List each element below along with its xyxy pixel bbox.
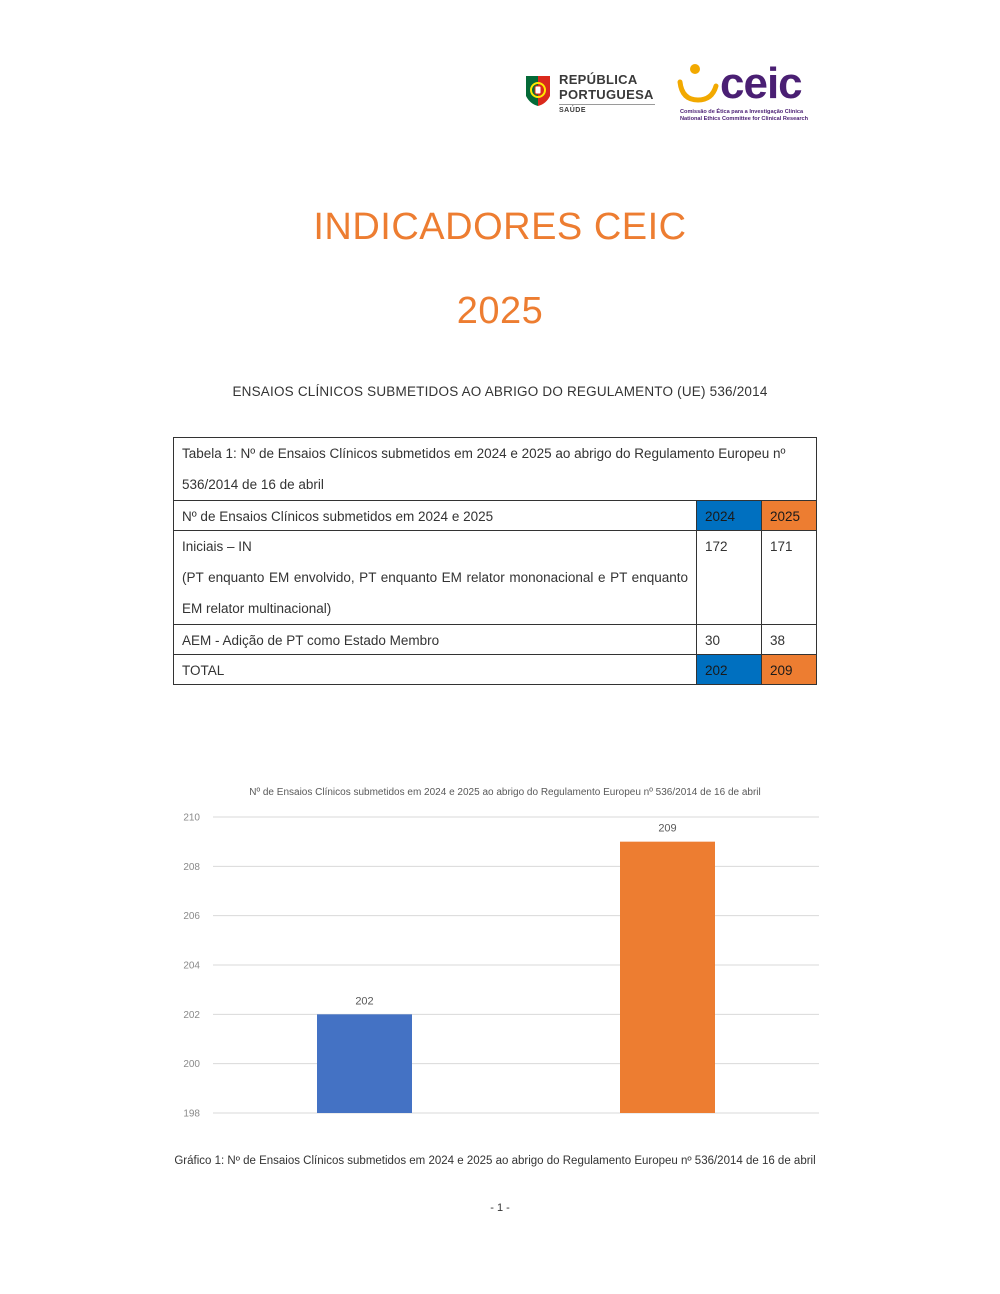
- chart-y-ticks: [183, 813, 200, 1120]
- chart-gridlines: [213, 817, 819, 1113]
- row-iniciais-label: Iniciais – IN: [182, 539, 252, 554]
- total-2025: 209: [762, 655, 817, 685]
- republica-portuguesa-logo: [524, 70, 659, 120]
- y-tick-label: 202: [183, 1009, 200, 1021]
- section-heading: ENSAIOS CLÍNICOS SUBMETIDOS AO ABRIGO DO REGULAMENTO (UE) 536/2014: [232, 384, 768, 399]
- y-tick-label: 208: [183, 861, 200, 873]
- data-label-2025: 209: [658, 822, 677, 835]
- table-caption-row: [174, 438, 817, 501]
- y-tick-label: 200: [183, 1059, 200, 1071]
- ceic-logo: [676, 59, 824, 128]
- ceic-wordmark: ceic: [720, 59, 802, 108]
- row-aem-2025: 38: [762, 625, 817, 655]
- republica-sub: SAÚDE: [559, 107, 587, 114]
- y-tick-label: 198: [183, 1108, 200, 1120]
- total-label: TOTAL: [174, 655, 697, 685]
- row-aem-label: AEM - Adição de PT como Estado Membro: [174, 625, 697, 655]
- table-total-row: [174, 655, 817, 685]
- page-title: INDICADORES CEIC: [313, 206, 687, 248]
- row-iniciais-note: (PT enquanto EM envolvido, PT enquanto EM relator mononacional e PT enquanto EM relator multinacional): [182, 570, 688, 616]
- ceic-subtitle-pt: Comissão de Ética para a Investigação Clínica: [680, 109, 804, 115]
- table-header-row: [174, 501, 817, 531]
- table-row: [174, 531, 817, 625]
- page-year: 2025: [456, 290, 544, 332]
- total-2024: 202: [697, 655, 762, 685]
- page-number: - 1 -: [490, 1202, 510, 1214]
- y-tick-label: 206: [183, 911, 200, 923]
- ceic-subtitle-en: National Ethics Committee for Clinical Research: [680, 116, 809, 122]
- bar-2024: [317, 1014, 412, 1113]
- data-label-2024: 202: [355, 995, 374, 1008]
- republica-divider: [559, 104, 655, 105]
- figure-caption: Gráfico 1: Nº de Ensaios Clínicos submetidos em 2024 e 2025 ao abrigo do Regulamento Europeu nº 536/2014 de 16 de abril: [174, 1155, 816, 1167]
- republica-line1: REPÚBLICA: [559, 72, 638, 87]
- bar-chart: [173, 780, 823, 1130]
- row-iniciais-2024: 172: [697, 531, 762, 625]
- table-row: [174, 625, 817, 655]
- ceic-figure-icon: [676, 62, 720, 106]
- chart-title: Nº de Ensaios Clínicos submetidos em 2024 e 2025 ao abrigo do Regulamento Europeu nº 536/2014 de 16 de abril: [249, 787, 761, 798]
- chart-bars: [317, 842, 715, 1113]
- portugal-emblem-icon: [524, 74, 552, 108]
- republica-line2: PORTUGUESA: [559, 87, 654, 102]
- table-row-label: [174, 531, 697, 625]
- bar-2025: [620, 842, 715, 1113]
- chart-svg: [173, 780, 823, 1130]
- table-header-2024: 2024: [697, 501, 762, 531]
- y-tick-label: 204: [183, 960, 200, 972]
- indicators-table: [173, 437, 817, 685]
- row-iniciais-2025: 171: [762, 531, 817, 625]
- table-header-label: Nº de Ensaios Clínicos submetidos em 2024 e 2025: [174, 501, 697, 531]
- table-header-2025: 2025: [762, 501, 817, 531]
- table-caption: Tabela 1: Nº de Ensaios Clínicos submetidos em 2024 e 2025 ao abrigo do Regulamento Europeu nº 536/2014 de 16 de abril: [174, 438, 817, 501]
- row-aem-2024: 30: [697, 625, 762, 655]
- y-tick-label: 210: [183, 812, 200, 824]
